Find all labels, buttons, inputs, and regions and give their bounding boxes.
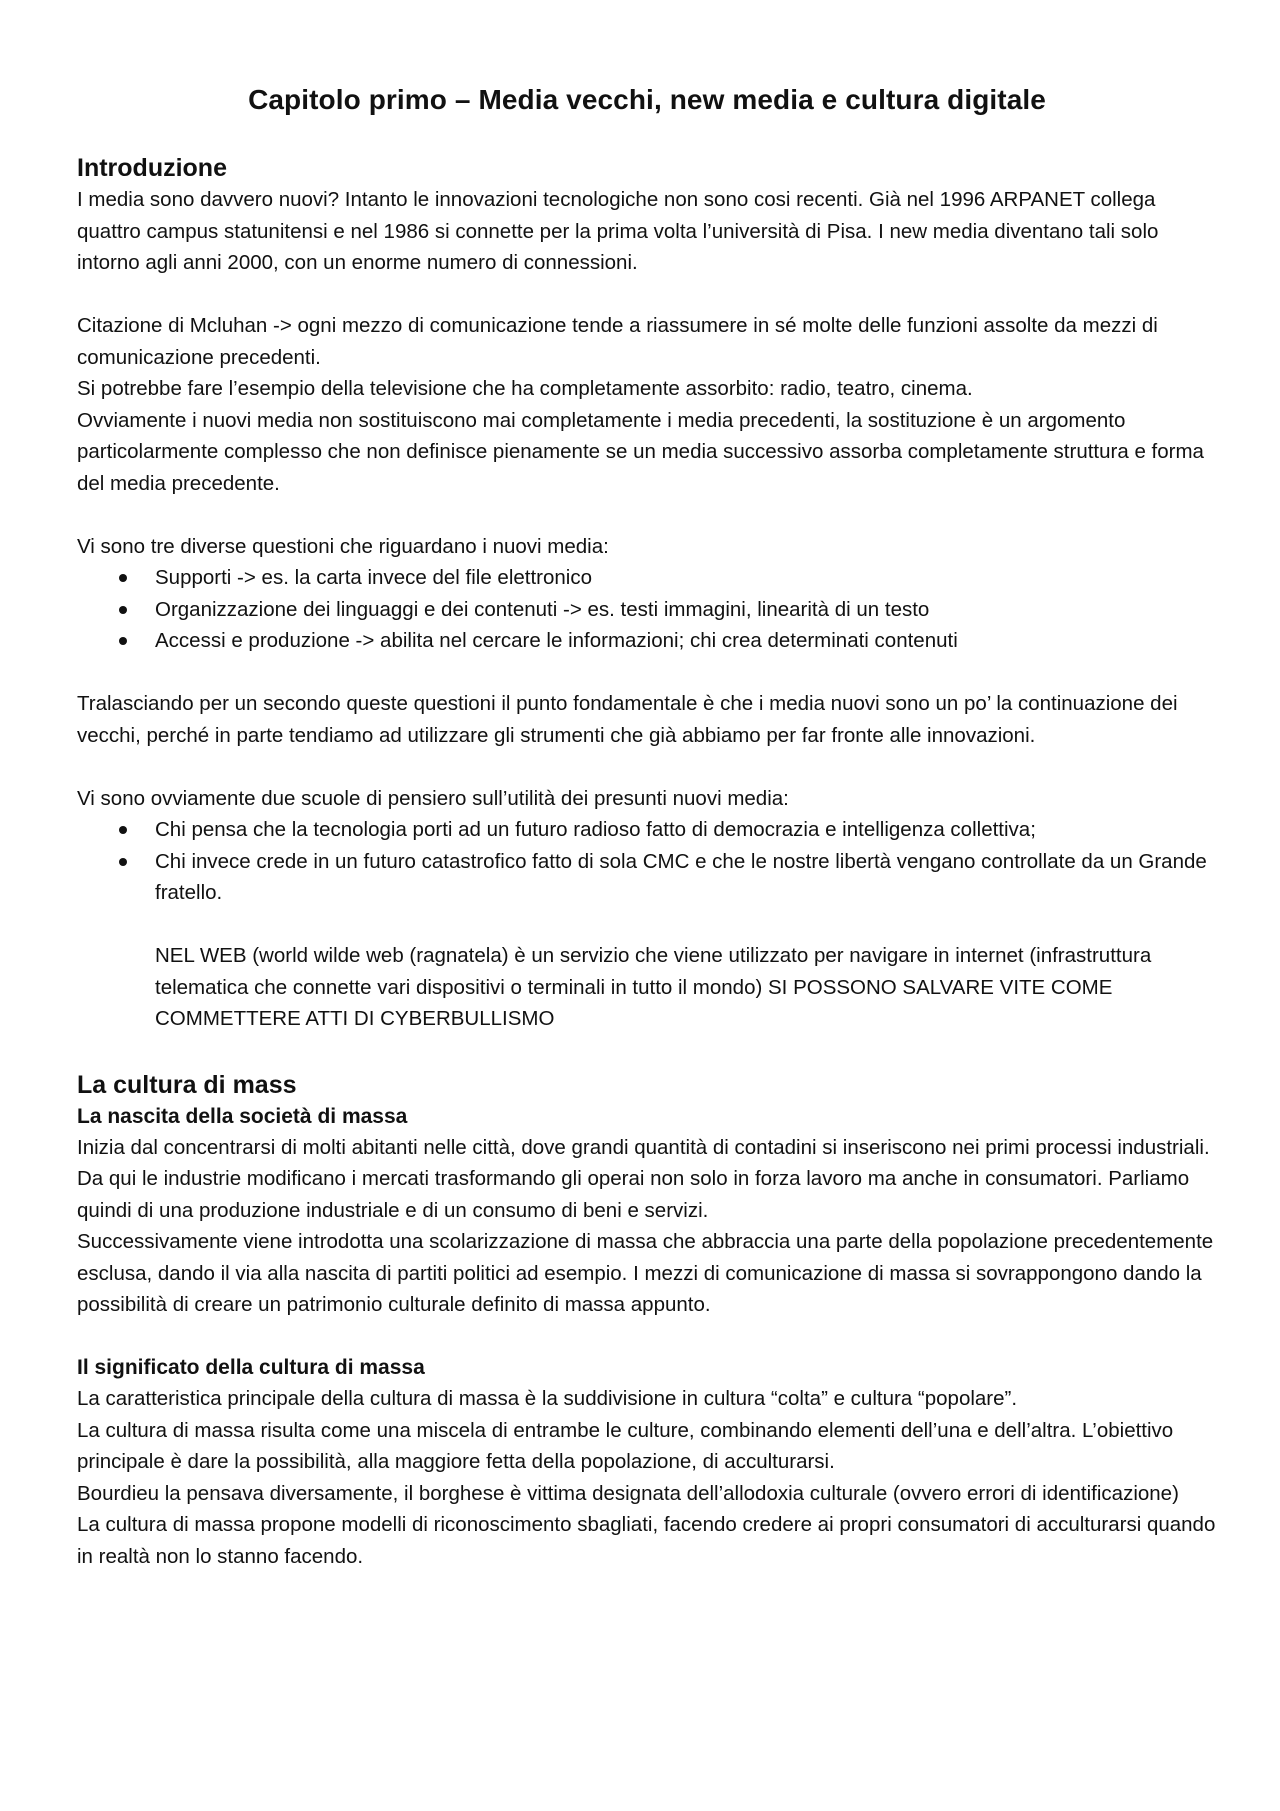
- bullet-icon: [119, 574, 127, 582]
- intro-paragraph-7: Vi sono ovviamente due scuole di pensiero sull’utilità dei presunti nuovi media:: [77, 786, 789, 810]
- schools-list: [77, 814, 1217, 909]
- intro-paragraph-2: Citazione di Mcluhan -> ogni mezzo di comunicazione tende a riassumere in sé molte delle funzioni assolte da mezzi di comunicazione precedenti.: [77, 314, 1158, 369]
- bullet-icon: [119, 826, 127, 834]
- section-spacer: [77, 1035, 1217, 1069]
- meaning-paragraph-4: La cultura di massa propone modelli di riconoscimento sbagliati, facendo credere ai propri consumatori di acculturarsi quando in realtà non lo stanno facendo.: [77, 1513, 1216, 1568]
- paragraph-spacer: [77, 909, 1217, 941]
- intro-paragraph-1: I media sono davvero nuovi? Intanto le innovazioni tecnologiche non sono cosi recenti. Già nel 1996 ARPANET collega quattro campus statunitensi e nel 1986 si connette per la prima volta l’università di Pisa. I new media diventano tali solo intorno agli anni 2000, con un enorme numero di connessioni.: [77, 188, 1159, 274]
- intro-paragraph-4: Ovviamente i nuovi media non sostituiscono mai completamente i media precedenti, la sostituzione è un argomento particolarmente complesso che non definisce pienamente se un media successivo assorba completamente struttura e forma del media precedente.: [77, 408, 1204, 495]
- bullet-icon: [119, 606, 127, 614]
- document-content: [77, 82, 1217, 1572]
- list-item: [77, 625, 1217, 657]
- list-item-text: Organizzazione dei linguaggi e dei contenuti -> es. testi immagini, linearità di un testo: [155, 597, 930, 621]
- bullet-icon: [119, 858, 127, 866]
- list-item: [77, 594, 1217, 626]
- intro-paragraph-5: Vi sono tre diverse questioni che riguardano i nuovi media:: [77, 534, 609, 558]
- list-item-text: Accessi e produzione -> abilita nel cercare le informazioni; chi crea determinati contenuti: [155, 629, 958, 652]
- list-item-text: Supporti -> es. la carta invece del file elettronico: [155, 566, 592, 589]
- document-title: Capitolo primo – Media vecchi, new media e cultura digitale: [248, 84, 1046, 115]
- list-item: [77, 562, 1217, 594]
- list-item: [77, 814, 1217, 846]
- section-cultura-di-massa: [77, 1069, 1217, 1573]
- list-item-text: Chi invece crede in un futuro catastrofico fatto di sola CMC e che le nostre libertà vengano controllate da un Grande fratello.: [155, 849, 1207, 904]
- paragraph-spacer: [77, 279, 1217, 311]
- paragraph-spacer: [77, 1321, 1217, 1353]
- birth-paragraph-1: Inizia dal concentrarsi di molti abitanti nelle città, dove grandi quantità di contadini si inseriscono nei primi processi industriali. Da qui le industrie modificano i mercati trasformando gli operai non solo in forza lavoro ma anche in consumatori. Parliamo quindi di una produzione industriale e di un consumo di beni e servizi.: [77, 1135, 1210, 1222]
- paragraph-spacer: [77, 657, 1217, 689]
- section-introduzione: [77, 152, 1217, 1035]
- paragraph-spacer: [77, 499, 1217, 531]
- paragraph-spacer: [77, 751, 1217, 783]
- list-item: [77, 846, 1217, 909]
- birth-paragraph-2: Successivamente viene introdotta una scolarizzazione di massa che abbraccia una parte della popolazione precedentemente esclusa, dando il via alla nascita di partiti politici ad esempio. I mezzi di comunicazione di massa si sovrappongono dando la possibilità di creare un patrimonio culturale definito di massa appunto.: [77, 1230, 1214, 1316]
- web-note: NEL WEB (world wilde web (ragnatela) è un servizio che viene utilizzato per navigare in internet (infrastruttura telematica che connette vari dispositivi o terminali in tutto il mondo) SI POSSONO SALVARE VITE COME COMMETTERE ATTI DI CYBERBULLISMO: [155, 944, 1152, 1030]
- list-item-text: Chi pensa che la tecnologia porti ad un futuro radioso fatto di democrazia e intelligenza collettiva;: [155, 818, 1036, 841]
- intro-paragraph-3: Si potrebbe fare l’esempio della televisione che ha completamente assorbito: radio, teatro, cinema.: [77, 377, 973, 400]
- section-heading-cultura-di-massa: La cultura di mass: [77, 1070, 297, 1099]
- section-heading-introduzione: Introduzione: [77, 154, 227, 182]
- subsection-heading-nascita: La nascita della società di massa: [77, 1104, 408, 1128]
- meaning-paragraph-2: La cultura di massa risulta come una miscela di entrambe le culture, combinando elementi dell’una e dell’altra. L’obiettivo principale è dare la possibilità, alla maggiore fetta della popolazione, di acculturarsi.: [77, 1418, 1174, 1473]
- questions-list: [77, 562, 1217, 657]
- bullet-icon: [119, 637, 127, 645]
- intro-paragraph-6: Tralasciando per un secondo queste questioni il punto fondamentale è che i media nuovi sono un po’ la continuazione dei vecchi, perché in parte tendiamo ad utilizzare gli strumenti che già abbiamo per far fronte alle innovazioni.: [77, 692, 1178, 747]
- meaning-paragraph-3: Bourdieu la pensava diversamente, il borghese è vittima designata dell’allodoxia culturale (ovvero errori di identificazione): [77, 1481, 1179, 1505]
- meaning-paragraph-1: La caratteristica principale della cultura di massa è la suddivisione in cultura “colta” e cultura “popolare”.: [77, 1387, 1018, 1410]
- subsection-heading-significato: Il significato della cultura di massa: [77, 1356, 425, 1379]
